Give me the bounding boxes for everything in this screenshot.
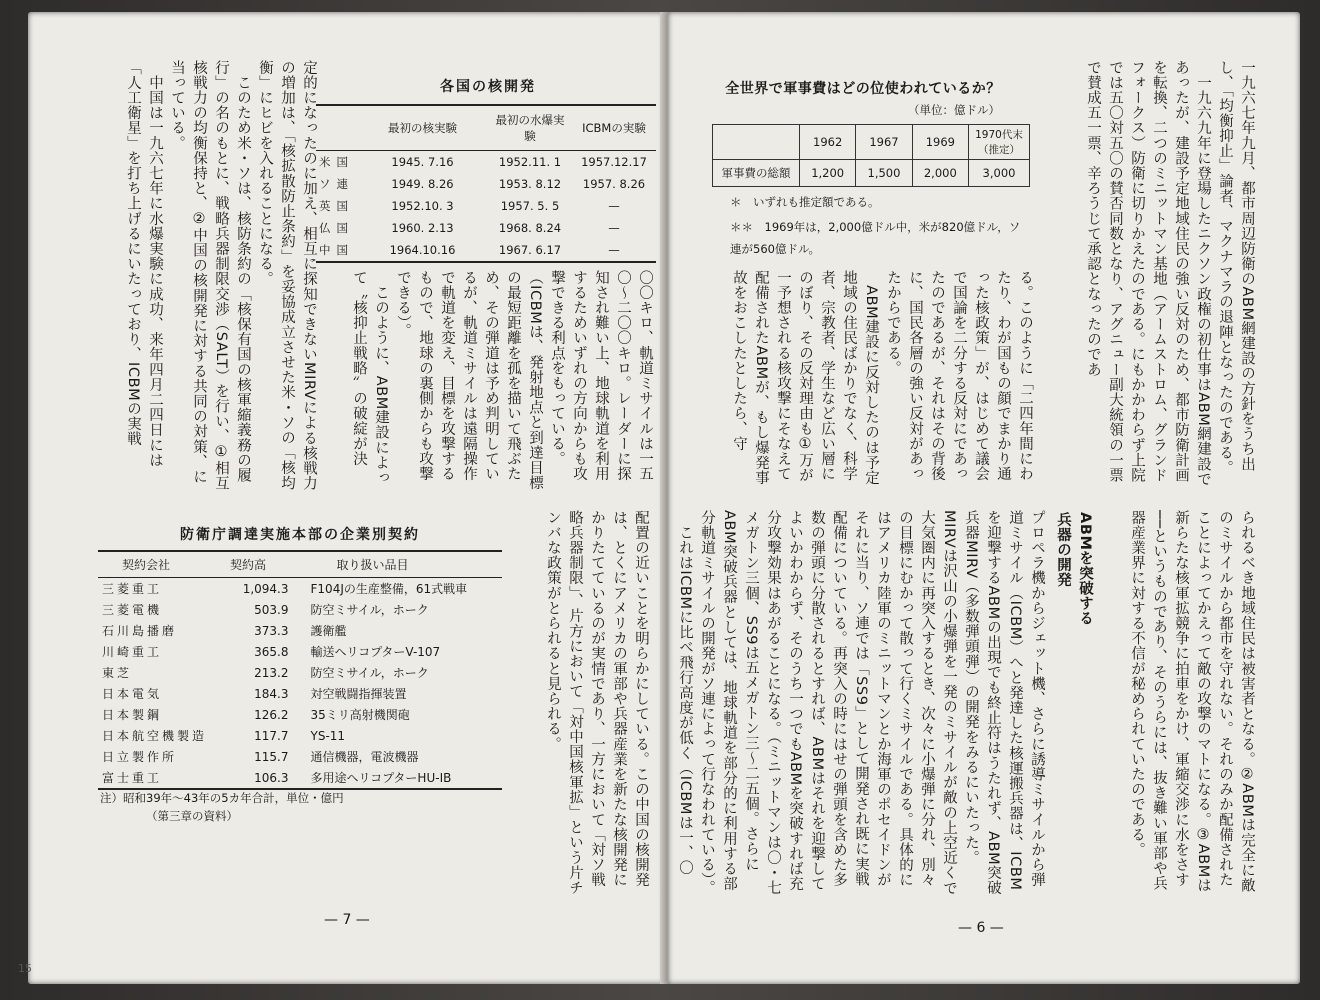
contract-items-cell: 35ミリ高射機関砲 — [310, 708, 410, 722]
contract-amount-cell: 117.7 — [254, 728, 289, 743]
nuclear-date-cell: — — [608, 199, 620, 213]
nuclear-date-cell: 1952.11. 1 — [498, 155, 562, 169]
right-upper-column-left: る。このように「二四年間にわたり、わが国もの顔でまかり通った核政策」が、はじめて議会で国論を二分する反対にであったのであるが、それはその背後に、国民各層の強い反対があったからである。 ABM建設に反対したのは予定地域の住民ばかりでなく、科学者、宗教者、学生など広い層にのぼり、その反対理由も①万が一予想される核攻撃にそなえて配備されたABMが、もし爆発事故をおこしたとしたら、守 — [731, 270, 1033, 486]
right-upper-column-right: 一九六七年九月、都市周辺防衛のABM網建設の方針をうち出し、「均衡抑止」論者、マクナマラの退陣となったのである。 一九六九年に登場したニクソン政権の初仕事はABM網建設であったが、建設予定地域住民の強い反対のため、都市防衛計画を転換、二つのミニットマン基地（アームストロム、グランドフォークス）防衛に切りかえたのである。にもかかわらず上院では五〇対五〇の賛否同数となり、アグニュー副大統領の一票で賛成五一票、辛ろうじて承認となったのであ — [1085, 60, 1255, 487]
left-page — [18, 12, 664, 984]
right-lower-column-left: プロペラ機からジェット機、さらに誘導ミサイルから弾道ミサイル（ICBM）へと発達した核運搬兵器は、ICBMを迎撃するABMの出現でも終止符はうたれず、ABM突破兵器MIRV（多数弾頭弾）の開発をみるにいたった。MIRVは沢山の小爆弾を一発のミサイルが敵の上空近くで大気圏内に再突入するとき、次々に小爆弾に分れ、別々の目標にむかって散って行くミサイルである。具体的にはアメリカ陸軍のミニットマンとか海軍のポセイドンがそれに当り、ソ連では「SS9」として開発され既に実戦配備についている。再突入の時にはせの弾頭を含めた多数の弾頭に分散されるとすれば、ABMはそれを迎撃してよいかわからず、そのうち一つでもABMを突破すれば充分攻撃効果はあがることになる。（ミニットマンは〇・七メガトン三個、SS9は五メガトン三〜二五個。さらにABM突破兵器としては、地球軌道を部分的に利用する部分軌道ミサイルの開発がソ連によって行なわれている）。 これはICBMに比べ飛行高度が低く（ICBMは一、〇 — [677, 510, 1045, 896]
nuclear-country-cell: 米国 — [319, 155, 354, 169]
military-value-1969: 2,000 — [912, 160, 968, 187]
nuclear-date-cell: — — [608, 221, 620, 235]
nuclear-header-hbomb: 最初の水爆実験 — [495, 113, 565, 143]
left-upper-column-right: 〇〇キロ、軌道ミサイルは一五〇〜二〇〇キロ。レーダーに探知され難い上、地球軌道を利用するためいずれの方向からも攻撃できる利点をもっている。 （ICBMは、発射地点と到達目標の最短距離を孤を描いて飛ぶため、その弾道は予め判明しているが、軌道ミサイルは遠隔操作で軌道を変え、目標を攻撃するもので、地球の裏側からも攻撃できる）。 このように、ABM建設によって〝核抑止戦略〟の破綻が決 — [351, 270, 653, 491]
nuclear-header-country — [316, 105, 357, 151]
contract-company-cell: 日本製鋼 — [102, 708, 163, 722]
military-header-1969: 1969 — [912, 125, 968, 160]
military-row-label: 軍事費の総額 — [713, 160, 800, 187]
contract-items-cell: 護衛艦 — [310, 624, 347, 638]
contract-company-cell: 日立製作所 — [102, 750, 178, 764]
contract-items-cell: 輸送ヘリコプターV-107 — [310, 645, 441, 659]
contract-items-cell: 通信機器，電波機器 — [310, 750, 419, 764]
contract-table-row — [98, 683, 502, 704]
corner-mark: 15 — [18, 962, 32, 975]
nuclear-country-cell: 英国 — [319, 199, 354, 213]
contract-amount-cell: 1,094.3 — [242, 581, 289, 596]
contract-table-row — [98, 725, 502, 746]
nuclear-date-cell: 1964.10.16 — [389, 243, 456, 257]
contract-table — [98, 550, 502, 790]
military-header-1962: 1962 — [800, 125, 856, 160]
contract-table-note: 注）昭和39年～43年の5カ年合計，単位・億円 — [100, 791, 344, 805]
military-value-1962: 1,200 — [800, 160, 856, 187]
contract-table-row — [98, 578, 502, 600]
contract-amount-cell: 115.7 — [254, 749, 289, 764]
nuclear-country-cell: ソ連 — [319, 177, 354, 191]
nuclear-development-table — [316, 104, 656, 263]
nuclear-date-cell: 1949. 8.26 — [391, 177, 454, 191]
military-table-title: 全世界で軍事費はどの位使われているか？ — [725, 81, 1001, 97]
contract-table-row — [98, 704, 502, 725]
contract-company-cell: 石川島播磨 — [102, 624, 178, 638]
left-upper-column-left: 定的になったのに加え、相互に探知できないMIRVによる核戦力の増加は、「核拡散防止条約」を妥協成立させた米・ソの「核均衡」にヒビを入れることになる。 このため米・ソは、核防条約の「核保有国の核軍縮義務の履行」の名のもとに、戦略兵器制限交渉（SALT）を行い、①相互核戦力の均衡保持と、②中国の核開発に対する共同の対策、に当っている。 中国は一九六七年に水爆実験に成功、来年四月二四日には「人工衛星」を打ち上げるにいたっており、ICBMの実戦 — [125, 60, 317, 491]
military-header-blank — [713, 125, 800, 160]
contract-amount-cell: 106.3 — [254, 770, 289, 785]
military-value-1967: 1,500 — [856, 160, 912, 187]
contract-items-cell: 防空ミサイル，ホーク — [310, 603, 429, 617]
contract-company-cell: 日本電気 — [102, 687, 163, 701]
contract-table-row — [98, 641, 502, 662]
contract-company-cell: 東芝 — [102, 666, 133, 680]
military-header-1967: 1967 — [856, 125, 912, 160]
contract-items-cell: 多用途ヘリコプターHU-IB — [310, 771, 452, 785]
contract-table-source: （第三章の資料） — [146, 809, 238, 823]
left-lower-column: 配置の近いことを明らかにしている。この中国の核開発は、とくにアメリカの軍部や兵器産業を新たな核開発にかりたてているのが実情であり、一方において「対ソ戦略兵器制限」、片方において「対中国核軍拡」という片チンバな政策がとられると見られる。 — [545, 510, 649, 896]
contract-items-cell: 防空ミサイル，ホーク — [310, 666, 429, 680]
contract-company-cell: 富士重工 — [102, 771, 163, 785]
nuclear-table-row — [316, 195, 656, 217]
nuclear-table-row — [316, 173, 656, 195]
contract-company-cell: 日本航空機製造 — [102, 729, 208, 743]
nuclear-date-cell: 1957. 8.26 — [582, 177, 646, 191]
contract-table-row — [98, 662, 502, 683]
contract-amount-cell: 213.2 — [254, 665, 289, 680]
nuclear-table-row — [316, 217, 656, 239]
contract-table-row — [98, 767, 502, 789]
nuclear-date-cell: — — [608, 243, 620, 257]
nuclear-table-row — [316, 239, 656, 262]
right-page-number: — 6 — — [958, 920, 1004, 936]
right-lower-column-right: られるべき地域住民は被害者となる。②ABMは完全に敵のミサイルから都市を守れない。それのみか配備されたことによってかえって敵の攻撃のマトになる。③ABMは新らたな核軍拡競争に拍車をかけ、軍縮交渉に水をさす──というものであり、そのうらには、抜き難い軍部や兵器産業界に対する不信が秘められていたのである。 — [1129, 510, 1255, 893]
left-page-number: — 7 — — [324, 912, 370, 928]
section-heading: ABMを突破する兵器の開発 — [1055, 512, 1093, 627]
nuclear-date-cell: 1957. 5. 5 — [500, 199, 560, 213]
contract-amount-cell: 126.2 — [254, 707, 289, 722]
contract-items-cell: YS-11 — [310, 728, 346, 743]
contract-header-amount: 契約高 — [230, 558, 267, 572]
right-page — [668, 12, 1300, 984]
nuclear-date-cell: 1953. 8.12 — [498, 177, 562, 191]
nuclear-date-cell: 1952.10. 3 — [391, 199, 454, 213]
nuclear-header-icbm: ICBMの実験 — [582, 121, 646, 135]
military-note-2: ＊＊ 1969年は，2,000億ドル中，米が820億ドル，ソ連が560億ドル。 — [730, 220, 1021, 256]
military-value-1970s: 3,000 — [969, 160, 1030, 187]
contract-amount-cell: 373.3 — [254, 623, 289, 638]
contract-table-row — [98, 620, 502, 641]
contract-table-row — [98, 746, 502, 767]
contract-amount-cell: 503.9 — [254, 602, 289, 617]
military-spending-table — [712, 124, 1030, 187]
nuclear-date-cell: 1968. 8.24 — [498, 221, 562, 235]
military-note-1: ＊ いずれも推定額である。 — [730, 195, 880, 209]
nuclear-country-cell: 中国 — [319, 243, 354, 257]
nuclear-date-cell: 1945. 7.16 — [391, 155, 454, 169]
nuclear-table-title: 各国の核開発 — [440, 79, 536, 95]
contract-amount-cell: 184.3 — [254, 686, 289, 701]
nuclear-date-cell: 1960. 2.13 — [391, 221, 454, 235]
contract-items-cell: F104Jの生産整備，61式戦車 — [310, 582, 468, 596]
nuclear-table-row — [316, 151, 656, 174]
contract-table-title: 防衛庁調達実施本部の企業別契約 — [180, 527, 420, 543]
military-header-1970s: 1970代末（推定） — [969, 125, 1030, 160]
contract-header-company: 契約会社 — [122, 558, 171, 572]
nuclear-header-first-test: 最初の核実験 — [388, 121, 457, 135]
contract-header-items: 取り扱い品目 — [336, 558, 409, 572]
contract-items-cell: 対空戦闘指揮装置 — [310, 687, 407, 701]
contract-company-cell: 三菱電機 — [102, 603, 163, 617]
military-table-unit: （単位：億ドル） — [908, 103, 1000, 117]
contract-amount-cell: 365.8 — [254, 644, 289, 659]
nuclear-date-cell: 1957.12.17 — [581, 155, 647, 169]
contract-company-cell: 三菱重工 — [102, 582, 163, 596]
contract-company-cell: 川崎重工 — [102, 645, 163, 659]
nuclear-date-cell: 1967. 6.17 — [498, 243, 562, 257]
nuclear-country-cell: 仏国 — [319, 221, 354, 235]
contract-table-row — [98, 599, 502, 620]
